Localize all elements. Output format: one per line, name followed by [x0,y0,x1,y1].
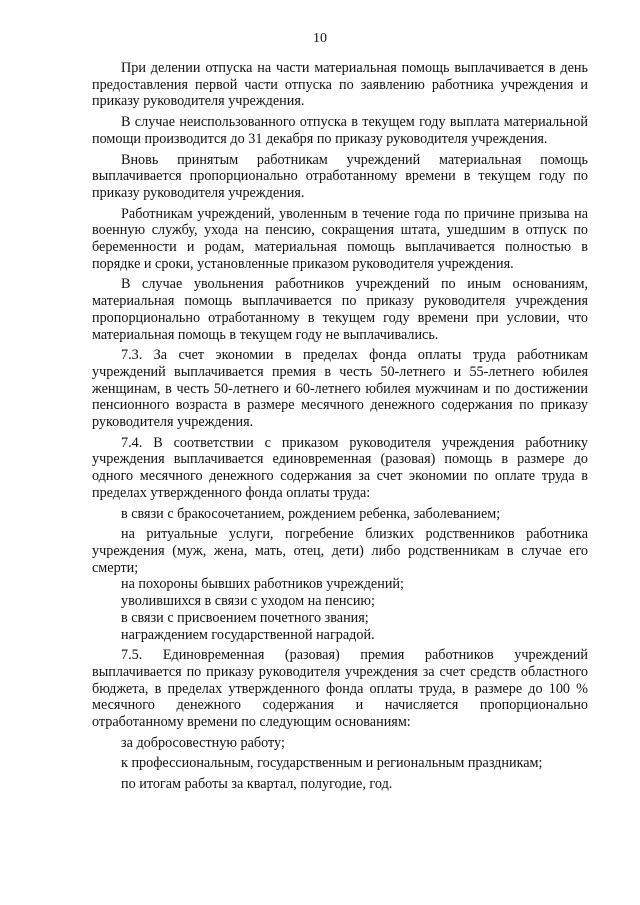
list-item: уволившихся в связи с уходом на пенсию; [121,593,375,610]
paragraph-dismissed-employees: Работникам учреждений, уволенным в течение года по причине призыва на военную службу, ухода на пенсию, сокращения штата, ушедшим в отпуск по беременности и родам, материальная помощь выплачивается полностью в порядке и сроки, установленные приказом руководителя учреждения. [92,205,588,272]
page-number: 10 [313,31,327,46]
list-item: в связи с бракосочетанием, рождением ребенка, заболеванием; [121,505,501,522]
list-item: на ритуальные услуги, погребение близких родственников работника учреждения (муж, жена, мать, отец, дети) либо родственникам в случае его смерти; [92,526,588,576]
paragraph-7-4: 7.4. В соответствии с приказом руководителя учреждения работнику учреждения выплачивается единовременная (разовая) помощь в размере до одного месячного денежного содержания за счет экономии по оплате труда в пределах утвержденного фонда оплаты труда: [92,434,588,501]
list-item: за добросовестную работу; [121,734,285,751]
paragraph-other-dismissal: В случае увольнения работников учреждений по иным основаниям, материальная помощь выплачивается по приказу руководителя учреждения пропорционально отработанному в текущем году времени при условии, что материальная помощь в текущем году не выплачивались. [92,276,588,343]
list-item: награждением государственной наградой. [121,626,375,643]
document-body [92,60,588,793]
list-item: на похороны бывших работников учреждений; [121,576,404,593]
list-item: в связи с присвоением почетного звания; [121,609,369,626]
list-item: к профессиональным, государственным и региональным праздникам; [121,755,543,772]
paragraph-7-5: 7.5. Единовременная (разовая) премия работников учреждений выплачивается по приказу руководителя учреждения за счет средств областного бюджета, в пределах утвержденного фонда оплаты труда, в размере до 100 % месячного денежного содержания и начисляется пропорционально отработанному времени по следующим основаниям: [92,647,588,731]
list-item: по итогам работы за квартал, полугодие, год. [121,776,393,793]
paragraph-unused-vacation: В случае неиспользованного отпуска в текущем году выплата материальной помощи производится до 31 декабря по приказу руководителя учреждения. [92,114,588,147]
paragraph-vacation-split: При делении отпуска на части материальная помощь выплачивается в день предоставления первой части отпуска по заявлению работника учреждения и приказу руководителя учреждения. [92,60,588,110]
paragraph-7-3: 7.3. За счет экономии в пределах фонда оплаты труда работникам учреждений выплачивается премия в честь 50-летнего и 55-летнего юбилея женщинам, в честь 50-летнего и 60-летнего юбилея мужчинам и по достижении пенсионного возраста в размере месячного денежного содержания по приказу руководителя учреждения. [92,347,588,431]
paragraph-new-employees: Вновь принятым работникам учреждений материальная помощь выплачивается пропорционально отработанному времени в текущем году по приказу руководителя учреждения. [92,151,588,201]
